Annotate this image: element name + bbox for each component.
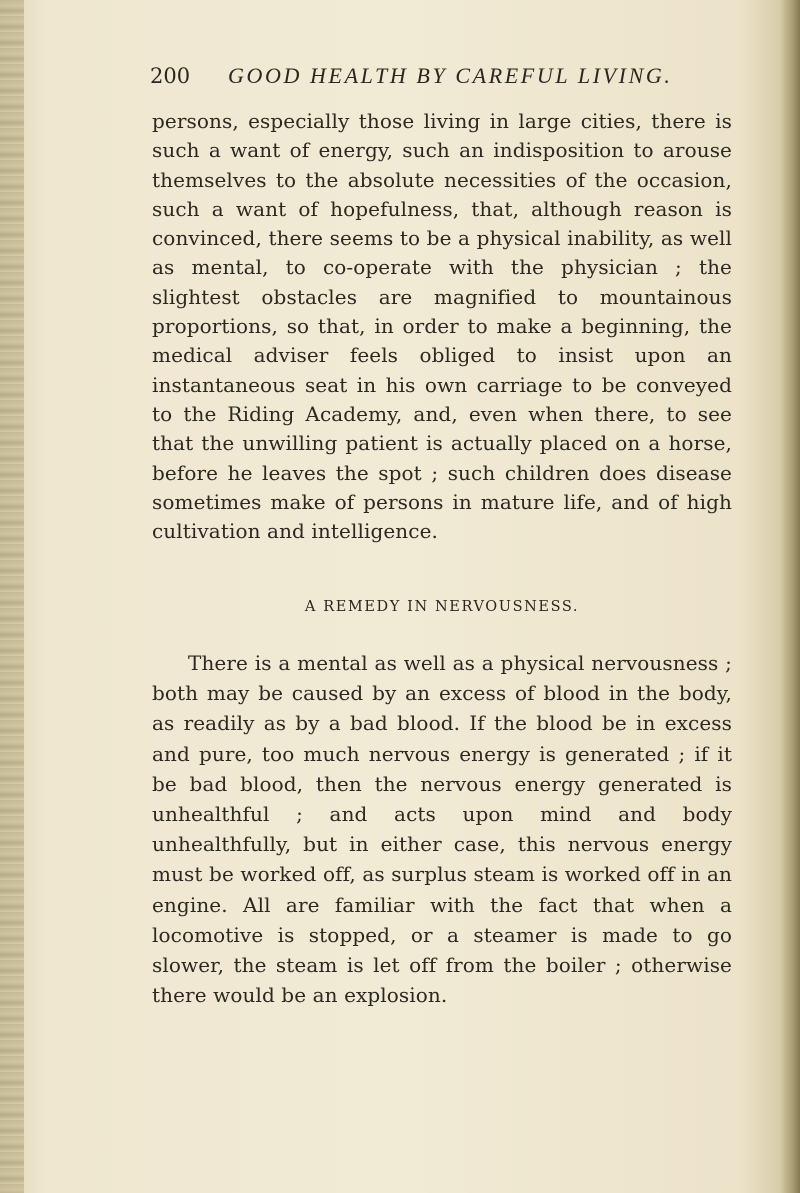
paragraph-continuation: persons, especially those living in large cities, there is such a want of energy, such an indisposition to arouse themselves to the absolute necessities of the occasion, such a want of hopefulness, that, although reason is convinced, there seems to be a physical inability, as well as mental, to co-operate with the physician ; the slightest obstacles are magnified to mountainous proportions, so that, in order to make a beginning, the medical adviser feels obliged to insist upon an instantaneous seat in his own carriage to be conveyed to the Riding Academy, and, even when there, to see that the unwilling patient is actually placed on a horse, before he leaves the spot ; such children does disease sometimes make of persons in mature life, and of high cultivation and intelligence. [152, 109, 732, 544]
book-spine-shadow [0, 0, 24, 1193]
section-heading: A REMEDY IN NERVOUSNESS. [304, 599, 580, 615]
body-text-bottom [152, 648, 732, 1010]
body-text-top [152, 107, 732, 546]
running-head: GOOD HEALTH BY CAREFUL LIVING. [228, 63, 673, 88]
page-header [150, 62, 710, 90]
page-number: 200 [150, 64, 191, 88]
paragraph-nervousness: There is a mental as well as a physical nervousness ; both may be caused by an excess of blood in the body, as readily as by a bad blood. If the blood be in excess and pure, too much nervous energy is generated ; if it be bad blood, then the nervous energy generated is unhealthful ; and acts upon mind and body unhealthfully, but in either case, this nervous energy must be worked off, as surplus steam is worked off in an engine. All are familiar with the fact that when a locomotive is stopped, or a steamer is made to go slower, the steam is let off from the boiler ; otherwise there would be an explosion. [152, 651, 732, 1008]
page-edge-shadow [780, 0, 800, 1193]
